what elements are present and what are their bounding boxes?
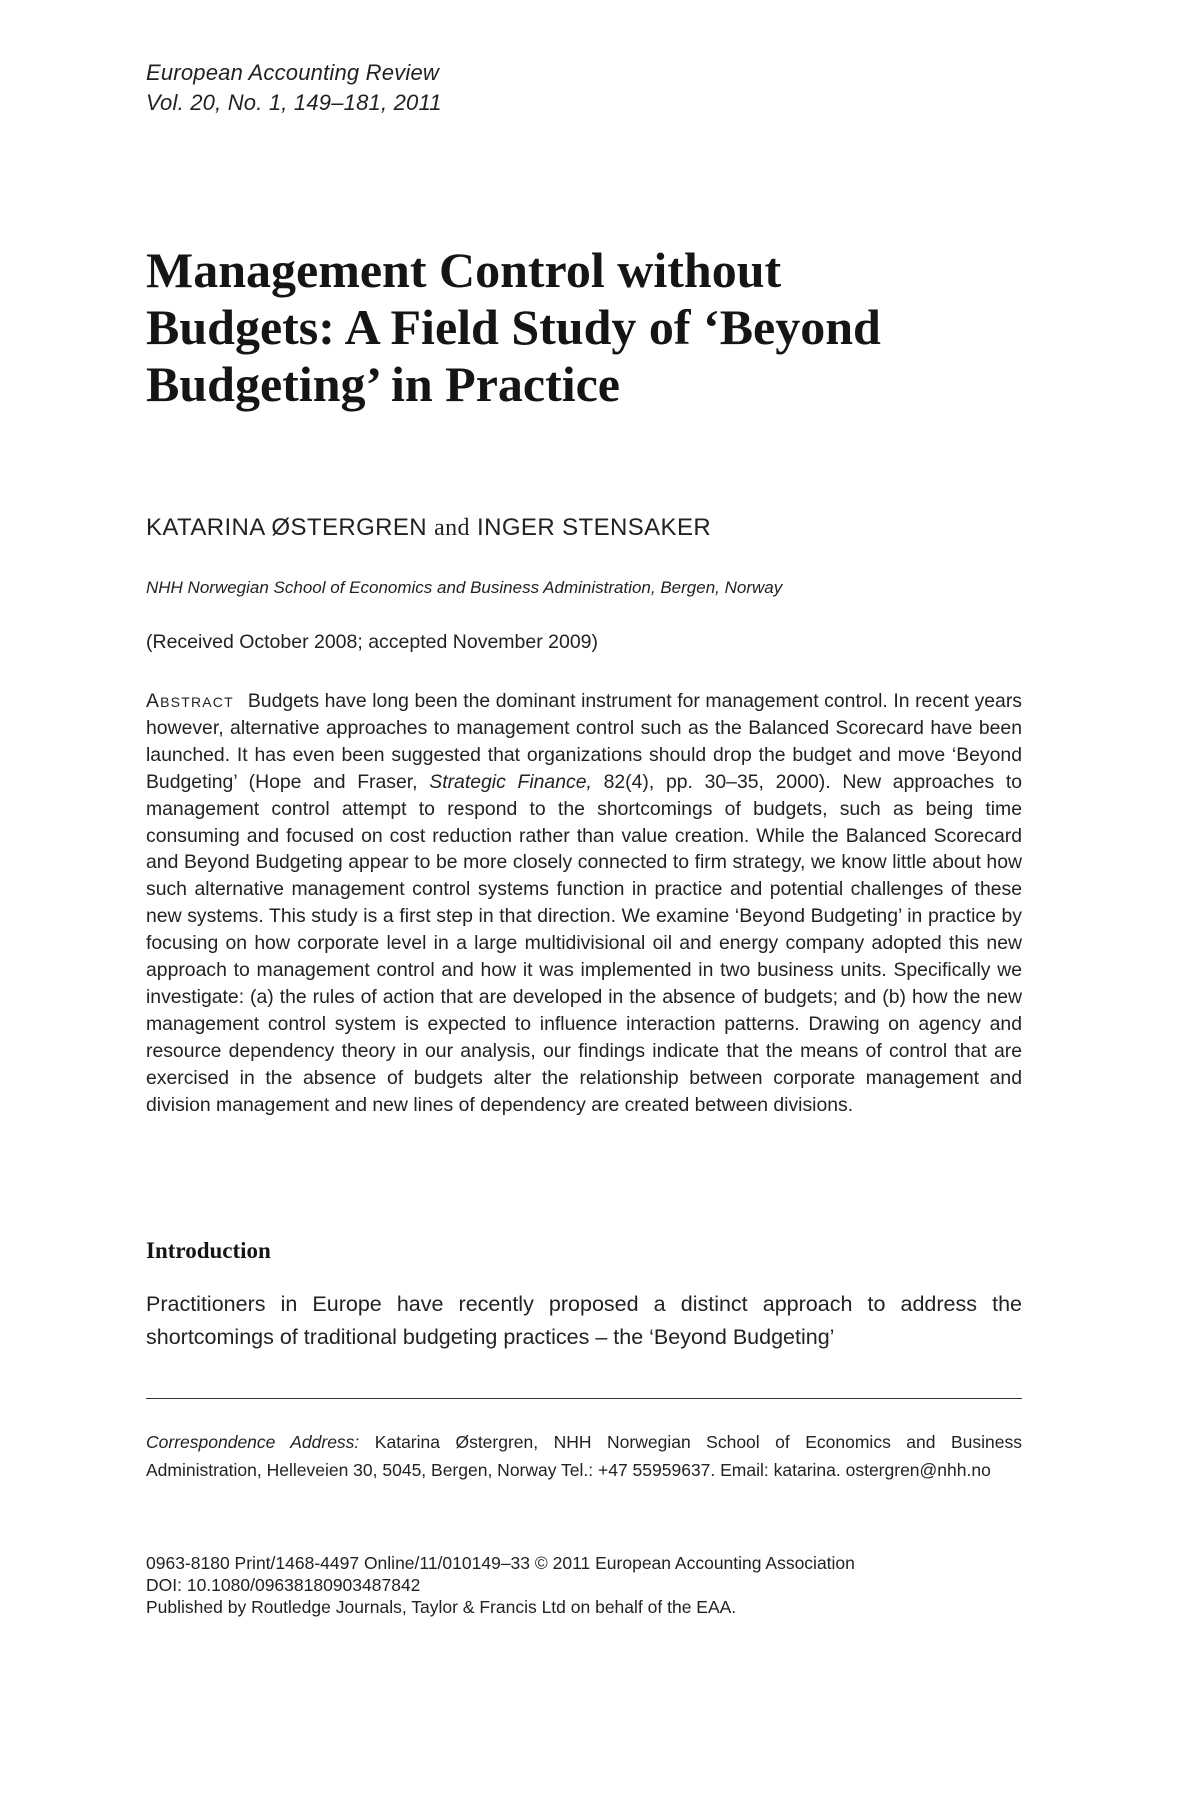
author-name: INGER STENSAKER <box>477 514 712 541</box>
received-dates: (Received October 2008; accepted November 2009) <box>146 631 599 653</box>
article-title <box>146 242 1046 413</box>
section-heading-introduction: Introduction <box>146 1238 271 1263</box>
journal-citation: Vol. 20, No. 1, 149–181, 2011 <box>146 90 442 115</box>
publication-info <box>146 1552 855 1618</box>
abstract <box>146 688 1022 1119</box>
author-name: KATARINA ØSTERGREN <box>146 514 428 541</box>
publisher-line: Published by Routledge Journals, Taylor & Francis Ltd on behalf of the EAA. <box>146 1597 737 1617</box>
abstract-label: Abstract <box>146 690 234 712</box>
issn-line: 0963-8180 Print/1468-4497 Online/11/010149–33 © 2011 European Accounting Association <box>146 1553 855 1573</box>
correspondence-label: Correspondence Address: <box>146 1432 360 1452</box>
title-line-3: Budgeting’ in Practice <box>146 356 620 412</box>
doi-line: DOI: 10.1080/09638180903487842 <box>146 1575 421 1595</box>
introduction-paragraph: Practitioners in Europe have recently proposed a distinct approach to address the shortcomings of traditional budgeting practices – the ‘Beyond Budgeting’ <box>146 1292 1022 1349</box>
abstract-text: Budgets have long been the dominant instrument for management control. In recent years however, alternative approaches to management control such as the Balanced Scorecard have been launched. It has even been suggested that organizations should drop the budget and move ‘Beyond Budgeting’ (Hope and Fraser, <box>146 690 1022 793</box>
title-line-2: Budgets: A Field Study of ‘Beyond <box>146 299 881 355</box>
footnote-divider <box>146 1398 1022 1399</box>
correspondence-note <box>146 1428 1022 1484</box>
abstract-text-continued: 82(4), pp. 30–35, 2000). New approaches to management control attempt to respond to the shortcomings of budgets, such as being time consuming and focused on cost reduction rather than value creation. While the Balanced Scorecard and Beyond Budgeting appear to be more closely connected to firm strategy, we know little about how such alternative management control systems function in practice and potential challenges of these new systems. This study is a first step in that direction. We examine ‘Beyond Budgeting’ in practice by focusing on how corporate level in a large multidivisional oil and energy company adopted this new approach to management control and how it was implemented in two business units. Specifically we investigate: (a) the rules of action that are developed in the absence of budgets; and (b) how the new management control system is expected to influence interaction patterns. Drawing on agency and resource dependency theory in our analysis, our findings indicate that the means of control that are exercised in the absence of budgets alter the relationship between corporate management and division management and new lines of dependency are created between divisions. <box>146 770 1023 1116</box>
journal-name: European Accounting Review <box>146 60 440 85</box>
abstract-journal-citation: Strategic Finance, <box>429 770 592 793</box>
author-list <box>146 514 711 542</box>
journal-header <box>146 58 442 118</box>
author-conjunction: and <box>434 515 470 541</box>
author-affiliation: NHH Norwegian School of Economics and Business Administration, Bergen, Norway <box>146 578 783 597</box>
correspondence-text: Katarina Østergren, NHH Norwegian School of Economics and Business Administration, Helleveien 30, 5045, Bergen, Norway Tel.: +47 55959637. Email: katarina. ostergren@nhh.no <box>146 1432 1022 1480</box>
title-line-1: Management Control without <box>146 242 782 298</box>
